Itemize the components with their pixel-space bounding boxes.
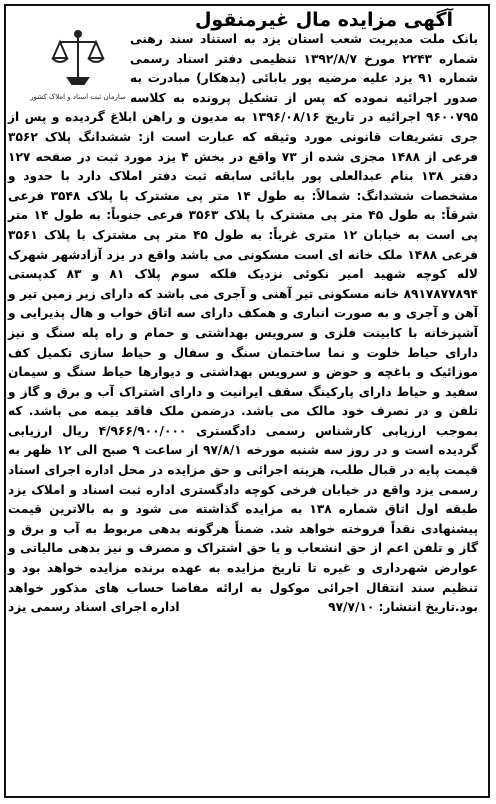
notice-title: آگهی مزایده مال غیرمنقول xyxy=(194,9,454,31)
notice-body-text: بانک ملت مدیریت شعب استان یزد به استناد سند رهنی شماره ۲۲۴۳ مورخ ۱۳۹۲/۸/۷ تنظیمی دفتر اسناد رسمی شماره ۹۱ یزد علیه مرضیه پور بابائی (بدهکار) مبادرت به صدور اجرائیه نموده که پس از تشکیل پرونده به کلاسه ۹۶۰۰۷۹۵ اجرائیه در تاریخ ۱۳۹۶/۰۸/۱۶ به مدیون و راهن ابلاغ گردیده و پس از جری تشریفات قانونی مورد وثیقه که عبارت است از: ششدانگ پلاک ۳۵۶۲ فرعی از ۱۴۸۸ مجزی شده از ۷۳ واقع در بخش ۴ یزد مورد ثبت در صفحه ۱۲۷ دفتر ۱۳۸ بنام عبدالعلی پور بابائی سابقه ثبت دفتر املاک دارد با حدود و مشخصات ششدانگ: شمالاً: به طول ۱۴ متر پی مشترک با پلاک ۳۵۴۸ فرعی شرقاً: به طول ۴۵ متر پی مشترک با پلاک ۳۵۶۳ فرعی جنوباً: به طول ۱۴ متر پی است به خیابان ۱۲ متری غرباً: به طول ۴۵ متر پی مشترک با پلاک ۳۵۶۱ فرعی ۱۴۸۸ ملک خانه ای است مسکونی می باشد واقع در یزد آزادشهر شهرک لاله کوچه شهید امیر نکوئی نزدیک فلکه سوم پلاک ۸۱ و ۸۳ کدپستی ۸۹۱۷۸۷۷۸۹۴ خانه مسکونی تیر آهنی و آجری می باشد که دارای زیر زمین تیر و آهن و آجری و به صورت انباری و همکف دارای سه اتاق خواب و هال پذیرایی و آشپزخانه با کابینت فلزی و سرویس بهداشتی و حمام و راه پله سنگ و نیز دارای حیاط خلوت و نما ساختمان سنگ و سفال و حیاط سازی تکمیل کف موزائیک و باغچه و حوض و سرویس بهداشتی و دیوارها حیاط سنگ و سیمان سفید و حیاط دارای پارکینگ سقف ایرانیت و دارای اشتراک آب و برق و گاز و تلفن و در تصرف خود مالک می باشد. درضمن ملک فاقد بیمه می باشد. که بموجب ارزیابی کارشناس رسمی دادگستری ۴/۹۶۶/۹۰۰/۰۰۰ ریال ارزیابی گردیده است و در روز سه شنبه مورخه ۹۷/۸/۱ از ساعت ۹ صبح الی ۱۲ ظهر به قیمت پایه در قبال طلب، هزینه اجرائی و حق مزایده در محل اداره اجرای اسناد رسمی یزد واقع در خیابان فرخی کوچه دادگستری اداره ثبت اسناد و املاک یزد طبقه اول اتاق شماره ۱۳۸ به مزایده گذاشته می شود و به بالاترین قیمت پیشنهادی نقداً فروخته خواهد شد. ضمناً هرگونه بدهی مربوط به آب و برق و گاز و تلفن اعم از حق انشعاب و یا حق اشتراک و مصرف و نیز بدهی مالیاتی و عوارض شهرداری و غیره تا تاریخ مزایده به عهده برنده مزایده خواهد بود و تنظیم سند انتقال اجرائی موکول به ارائه مفاصا حساب های مذکور خواهد بود.تاریخ انتشار: ۹۷/۷/۱۰ xyxy=(8,32,479,615)
emblem-spacer xyxy=(8,30,130,108)
notice-signature: اداره اجرای اسناد رسمی یزد xyxy=(8,600,180,615)
notice-frame xyxy=(4,4,490,798)
notice-body xyxy=(8,30,478,618)
org-name-label: سازمان ثبت اسناد و املاک کشور xyxy=(30,93,126,101)
